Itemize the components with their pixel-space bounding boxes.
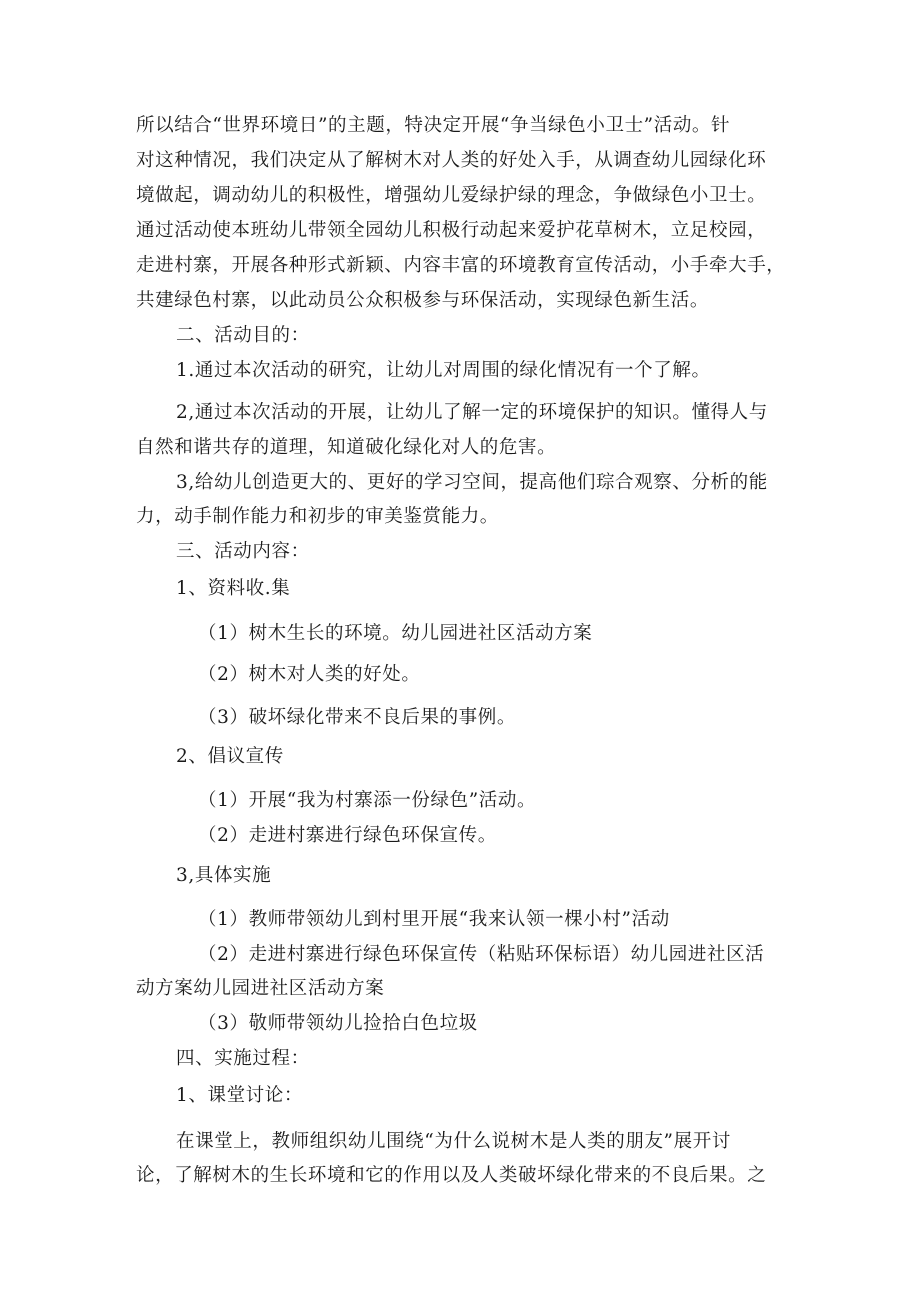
goal-item-continued: 力，动手制作能力和初步的审美鉴赏能力。 — [136, 506, 499, 527]
content-sub-item: （1）开展“我为村寨添一份绿色”活动。 — [198, 790, 537, 811]
paragraph-line: 论，了解树木的生长环境和它的作用以及人类破坏绿化带来的不良后果。之 — [136, 1165, 767, 1186]
content-sub-item: （3）敬师带领幼儿捡拾白色垃圾 — [198, 1013, 478, 1034]
content-sub-item: （3）破坏绿化带来不良后果的事例。 — [198, 707, 516, 728]
goal-item-continued: 自然和谐共存的道理，知道破化绿化对人的危害。 — [136, 437, 557, 458]
paragraph-line: 所以结合“世界环境日”的主题，特决定开展“争当绿色小卫士”活动。针 — [136, 115, 731, 136]
paragraph-line: 通过活动使本班幼儿带领全园幼儿积极行动起来爱护花草树木，立足校园， — [136, 220, 767, 241]
section-heading-goals: 二、活动目的： — [176, 325, 310, 346]
content-item-title: 3,具体实施 — [176, 865, 272, 886]
content-item-title: 1、资料收.集 — [176, 578, 291, 599]
paragraph-line: 共建绿色村寨，以此动员公众积极参与环保活动，实现绿色新生活。 — [136, 290, 710, 311]
content-sub-item: （1）教师带领幼儿到村里开展“我来认领一棵小村”活动 — [198, 909, 670, 930]
content-item-title: 2、倡议宣传 — [176, 746, 284, 767]
paragraph-line: 对这种情况，我们决定从了解树木对人类的好处入手，从调查幼儿园绿化环 — [136, 150, 767, 171]
content-sub-item: （2）走进村寨进行绿色环保宣传。 — [198, 825, 497, 846]
content-sub-item: （2）树木对人类的好处。 — [198, 664, 421, 685]
content-sub-item: （2）走进村寨进行绿色环保宣传（粘贴环保标语）幼儿园进社区活 — [198, 944, 765, 965]
goal-item: 3,给幼儿创造更大的、更好的学习空间，提高他们琮合观察、分析的能 — [176, 472, 768, 493]
paragraph-line: 走进村寨，开展各种形式新颖、内容丰富的环境教育宣传活动，小手牵大手， — [136, 255, 786, 276]
paragraph-line: 境做起，调动幼儿的积极性，增强幼儿爱绿护绿的理念，争做绿色小卫士。 — [136, 185, 767, 206]
content-sub-item-continued: 动方案幼儿园进社区活动方案 — [136, 978, 385, 999]
process-step-title: 1、课堂讨论： — [176, 1085, 303, 1106]
goal-item: 2,通过本次活动的开展，让幼儿了解一定的环境保护的知识。懂得人与 — [176, 402, 768, 423]
section-heading-content: 三、活动内容： — [176, 541, 310, 562]
goal-item: 1.通过本次活动的研究，让幼儿对周围的绿化情况有一个了解。 — [176, 360, 711, 381]
content-sub-item: （1）树木生长的环境。幼儿园进社区活动方案 — [198, 623, 593, 644]
section-heading-process: 四、实施过程： — [176, 1048, 310, 1069]
paragraph-line: 在课堂上，教师组织幼儿围绕“为什么说树木是人类的朋友”展开讨 — [176, 1131, 731, 1152]
